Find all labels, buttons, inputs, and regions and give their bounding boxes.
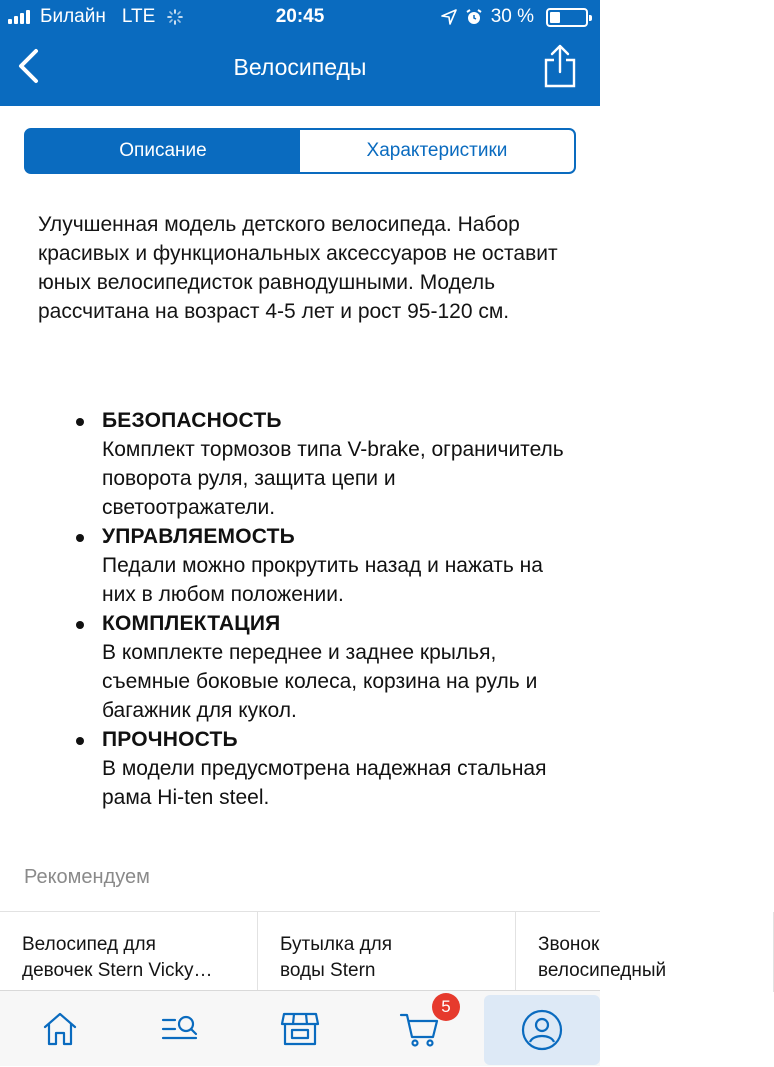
profile-icon [520, 1008, 564, 1052]
recommended-item-title: Бутылка для [280, 934, 393, 955]
location-arrow-icon [441, 9, 457, 25]
recommended-item[interactable] [516, 912, 774, 992]
recommended-item[interactable] [0, 912, 258, 992]
activity-spinner-icon [167, 9, 183, 25]
network-type: LTE [121, 6, 156, 27]
cart-count-badge: 5 [432, 993, 460, 1021]
catalog-search-icon [160, 1010, 200, 1048]
feature-text: В модели предусмотрена надежная стальная рама Hi-ten steel. [102, 757, 547, 809]
recommended-item-subtitle: воды Stern [280, 960, 376, 981]
list-item [72, 406, 572, 522]
bullet-icon [76, 534, 84, 542]
bullet-icon [76, 621, 84, 629]
list-item [72, 609, 572, 725]
status-time: 20:45 [275, 6, 325, 27]
page-title: Велосипеды [233, 54, 367, 80]
signal-strength-icon [8, 10, 30, 24]
recommended-item-title: Звонок [538, 934, 600, 955]
feature-text: Педали можно прокрутить назад и нажать на них в любом положении. [102, 554, 543, 606]
list-item [72, 522, 572, 609]
tab-profile[interactable] [484, 995, 600, 1065]
recommended-item[interactable] [258, 912, 516, 992]
description-tabs [24, 128, 576, 174]
alarm-clock-icon [465, 8, 483, 26]
tab-description[interactable]: Описание [26, 130, 300, 172]
app-header [0, 0, 600, 106]
recommended-item-subtitle: девочек Stern Vicky… [22, 960, 213, 981]
recommended-item-subtitle: велосипедный [538, 960, 667, 981]
carrier-name: Билайн [40, 6, 106, 27]
feature-text: В комплекте переднее и заднее крылья, съемные боковые колеса, корзина на руль и багажник для кукол. [102, 641, 538, 722]
bottom-tab-bar [0, 990, 600, 1066]
status-bar [0, 0, 600, 34]
feature-title: КОМПЛЕКТАЦИЯ [102, 612, 281, 635]
home-icon [41, 1010, 79, 1048]
navigation-bar [0, 34, 600, 106]
product-description: Улучшенная модель детского велосипеда. Набор красивых и функциональных аксессуаров не оставит юных велосипедисток равнодушными. Модель рассчитана на возраст 4-5 лет и рост 95-120 см. [38, 213, 558, 323]
feature-title: УПРАВЛЯЕМОСТЬ [102, 525, 295, 548]
share-button[interactable] [536, 40, 584, 92]
bullet-icon [76, 418, 84, 426]
recommended-item-title: Велосипед для [22, 934, 156, 955]
store-icon [280, 1010, 320, 1048]
feature-title: БЕЗОПАСНОСТЬ [102, 409, 282, 432]
recommended-carousel[interactable] [0, 911, 667, 991]
feature-text: Комплект тормозов типа V-brake, ограничитель поворота руля, защита цепи и светоотражатели. [102, 438, 564, 519]
feature-list [72, 406, 572, 812]
tab-cart[interactable] [360, 991, 480, 1067]
bullet-icon [76, 737, 84, 745]
share-icon [543, 44, 577, 88]
tab-home[interactable] [0, 991, 120, 1067]
tab-catalog[interactable] [120, 991, 240, 1067]
list-item [72, 725, 572, 812]
battery-icon [546, 8, 588, 27]
recommended-heading: Рекомендуем [24, 866, 150, 888]
tab-stores[interactable] [240, 991, 360, 1067]
feature-title: ПРОЧНОСТЬ [102, 728, 238, 751]
battery-percent: 30 % [490, 6, 534, 27]
tab-specifications[interactable]: Характеристики [366, 140, 508, 161]
